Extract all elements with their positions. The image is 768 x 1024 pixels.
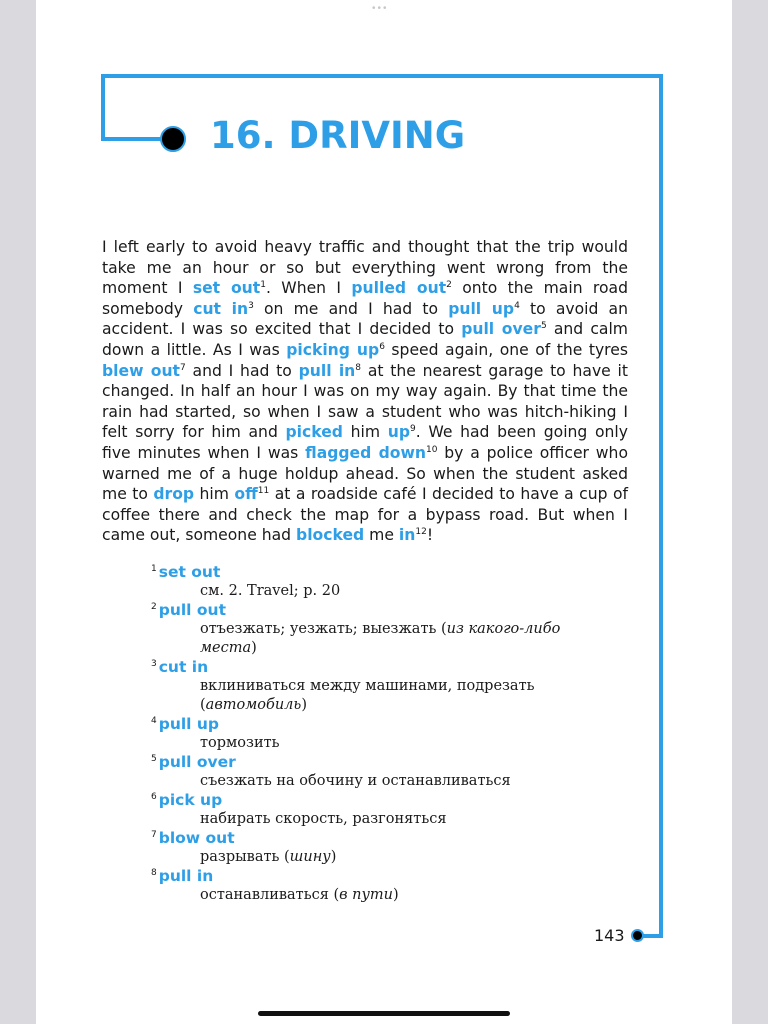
glossary-entry [151, 753, 621, 791]
glossary-definition [151, 734, 621, 753]
glossary-definition [151, 620, 621, 658]
phrasal-verb: pull up [448, 299, 515, 318]
glossary-entry [151, 658, 621, 715]
phrasal-verb: pulled out [351, 279, 447, 298]
phrasal-verb: blew out [102, 361, 181, 380]
glossary-entry [151, 601, 621, 658]
title-dot-icon [160, 126, 186, 152]
phrasal-verb: off [234, 485, 258, 504]
footnote-ref: 8 [355, 362, 362, 373]
glossary-entry [151, 791, 621, 829]
glossary-number: 6 [151, 791, 157, 802]
glossary-number: 2 [151, 601, 157, 612]
glossary-number: 7 [151, 829, 157, 840]
footnote-ref: 10 [425, 444, 438, 455]
glossary-term-line [151, 791, 621, 810]
definition-text: разрывать ( [200, 849, 290, 865]
story-text: I left early to avoid heavy traffic and thought that the trip would take me an hour or so but everything went wrong from the moment I [102, 238, 628, 298]
glossary-term-line [151, 658, 621, 677]
glossary-definition [151, 810, 621, 829]
phrasal-verb: pull over [461, 320, 541, 339]
definition-text: отъезжать; уезжать; выезжать ( [200, 621, 447, 637]
story-text: . When I [265, 279, 352, 298]
top-handle-icon: ••• [372, 3, 389, 14]
story-paragraph [102, 237, 628, 546]
phrasal-verb: drop [153, 485, 195, 504]
glossary-entry [151, 829, 621, 867]
definition-text: набирать скорость, разгоняться [200, 811, 447, 827]
definition-text: вклиниваться между машинами, подрезать ( [200, 678, 535, 713]
frame-line-left [101, 74, 105, 141]
glossary-term: blow out [158, 829, 235, 847]
glossary-definition [151, 677, 621, 715]
glossary-definition [151, 848, 621, 867]
glossary-term-line [151, 829, 621, 848]
phrasal-verb: blocked [296, 526, 365, 545]
story-text: speed again, one of the tyres [384, 340, 628, 359]
glossary-term-line [151, 601, 621, 620]
phrasal-verb: in [398, 526, 416, 545]
definition-text: тормозить [200, 735, 280, 751]
phrasal-verb: flagged down [305, 443, 426, 462]
phrasal-verb: set out [192, 279, 261, 298]
home-indicator[interactable] [258, 1011, 510, 1016]
phrasal-verb: picked [285, 423, 343, 442]
glossary-number: 4 [151, 715, 157, 726]
footnote-ref: 9 [409, 424, 416, 435]
definition-text: съезжать на обочину и останавливаться [200, 773, 511, 789]
glossary-definition [151, 582, 621, 601]
story-text: him [194, 485, 235, 504]
footnote-ref: 4 [514, 300, 520, 311]
story-text: onto the main road somebody [102, 279, 628, 318]
story-text: and calm down a little. As I was [102, 320, 628, 359]
footnote-ref: 11 [257, 485, 270, 496]
glossary-term: pull out [158, 601, 226, 619]
footnote-ref: 12 [415, 527, 427, 538]
glossary-definition [151, 886, 621, 905]
definition-note: в пути [339, 887, 394, 903]
page-number-dot-icon [631, 929, 644, 942]
phrasal-verb: up [387, 423, 410, 442]
definition-close: ) [301, 697, 307, 713]
page-number: 143 [594, 926, 625, 945]
glossary-number: 3 [151, 658, 157, 669]
glossary-term: pull over [158, 753, 236, 771]
definition-text: останавливаться ( [200, 887, 340, 903]
phrasal-verb: cut in [193, 299, 249, 318]
story-text: ! [426, 526, 434, 545]
story-text: by a police officer who warned me of a huge holdup ahead. So when the student asked me to [102, 443, 628, 504]
glossary-entry [151, 563, 621, 601]
glossary-term-line [151, 867, 621, 886]
phrasal-verb: pull in [298, 361, 356, 380]
story-text: at a roadside café I decided to have a cup of coffee there and check the map for a bypass road. But when I came out, someone had [102, 485, 628, 545]
glossary-term-line [151, 753, 621, 772]
story-text: on me and I had to [253, 299, 449, 318]
definition-note: из какого-либо места [200, 621, 561, 656]
footnote-ref: 2 [446, 280, 452, 290]
glossary-entry [151, 867, 621, 905]
frame-line-right [659, 74, 663, 938]
definition-note: шину [289, 849, 331, 865]
glossary-term-line [151, 563, 621, 582]
footnote-ref: 7 [180, 362, 186, 373]
story-text: to avoid an accident. I was so excited that I decided to [102, 299, 628, 339]
definition-close: ) [251, 640, 257, 656]
frame-line-connector [101, 137, 165, 141]
glossary-term: cut in [158, 658, 209, 676]
footnote-ref: 6 [379, 341, 385, 352]
story-text: and I had to [185, 361, 299, 380]
chapter-title: 16. DRIVING [210, 114, 466, 157]
footnote-ref: 1 [260, 280, 266, 290]
glossary-list [151, 563, 621, 905]
glossary-number: 1 [151, 563, 157, 574]
glossary-entry [151, 715, 621, 753]
story-text: . We had been going only five minutes when I was [102, 423, 628, 462]
definition-close: ) [330, 849, 337, 865]
glossary-term: pick up [158, 791, 223, 809]
frame-line-top [101, 74, 663, 78]
glossary-term: pull in [158, 867, 214, 885]
phrasal-verb: picking up [286, 340, 380, 359]
footnote-ref: 5 [540, 321, 547, 332]
glossary-number: 5 [151, 753, 157, 764]
glossary-definition [151, 772, 621, 791]
footnote-ref: 3 [248, 300, 254, 311]
definition-text: см. 2. Travel; p. 20 [200, 583, 341, 599]
glossary-term: set out [158, 563, 221, 581]
definition-note: автомобиль [205, 697, 302, 713]
story-text: me [364, 526, 399, 545]
definition-close: ) [393, 887, 399, 903]
story-text: at the nearest garage to have it changed. In half an hour I was on my way again. By that time the rain had started, so when I saw a student who was hitch-hiking I felt sorry for him and [102, 361, 629, 442]
glossary-term-line [151, 715, 621, 734]
glossary-term: pull up [158, 715, 220, 733]
glossary-number: 8 [151, 867, 157, 878]
story-text: him [342, 423, 388, 442]
